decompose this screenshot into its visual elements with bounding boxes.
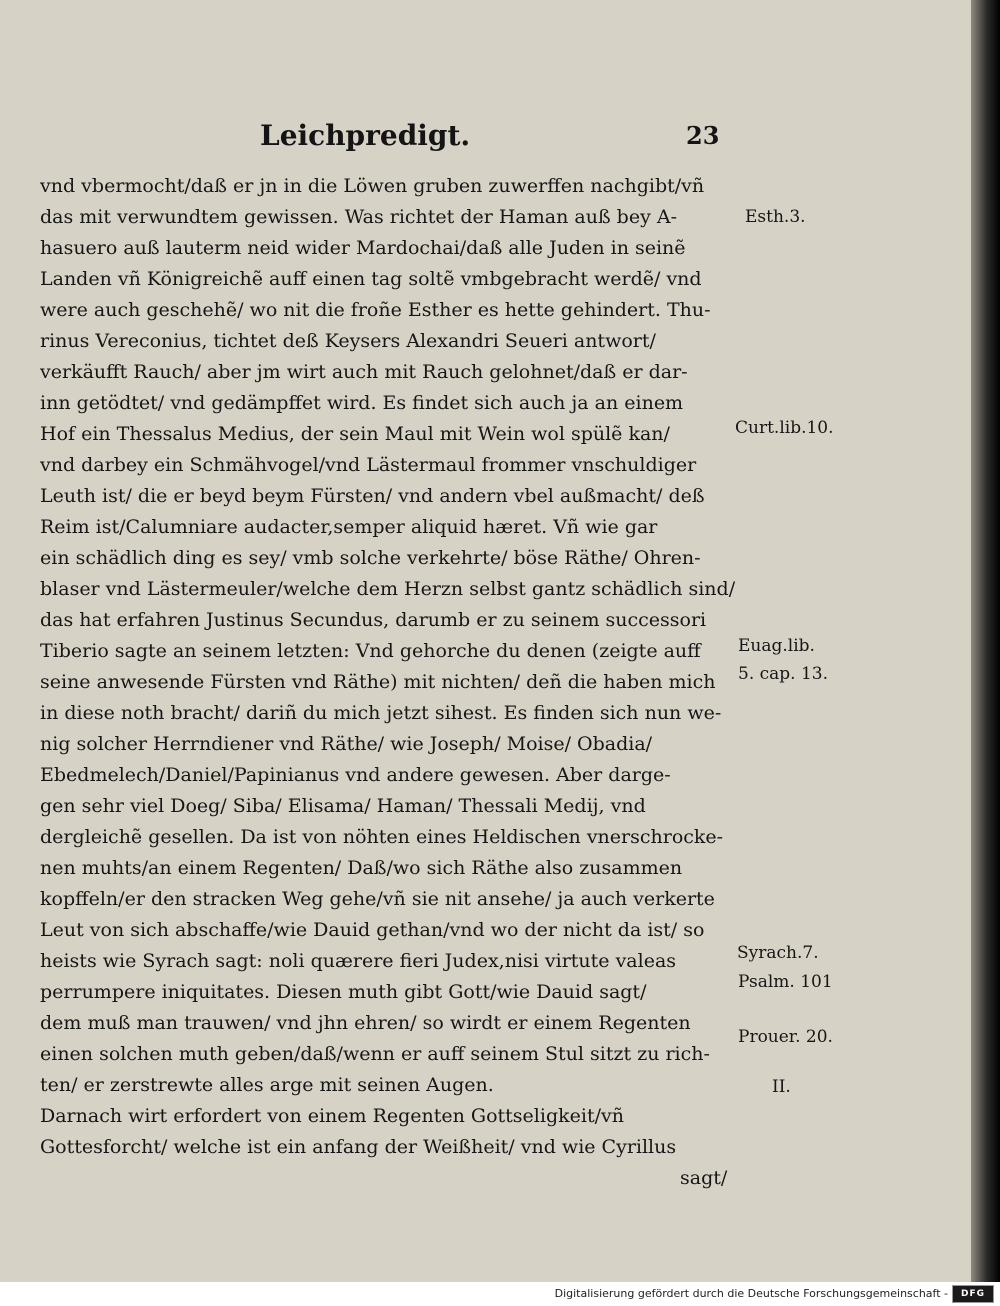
text-line: Gottesforcht/ welche ist ein anfang der Weißheit/ vnd wie Cyrillus — [40, 1136, 677, 1158]
text-line: nen muhts/an einem Regenten/ Daß/wo sich Räthe also zusammen — [40, 857, 683, 879]
text-line: in diese noth bracht/ dariñ du mich jetzt sihest. Es finden sich nun we- — [40, 702, 722, 724]
text-line: blaser vnd Lästermeuler/welche dem Herzn selbst gantz schädlich sind/ — [40, 578, 736, 600]
running-head: Leichpredigt. — [260, 119, 471, 152]
text-line: perrumpere iniquitates. Diesen muth gibt Gott/wie Dauid sagt/ — [40, 981, 647, 1003]
text-line: Leuth ist/ die er beyd beym Fürsten/ vnd andern vbel außmacht/ deß — [40, 485, 705, 507]
margin-note: Curt.lib.10. — [735, 418, 834, 438]
margin-note: Syrach.7. — [737, 943, 819, 963]
text-line: dergleichẽ gesellen. Da ist von nöhten eines Heldischen vnerschrocke- — [40, 826, 724, 848]
text-line: seine anwesende Fürsten vnd Räthe) mit nichten/ deñ die haben mich — [40, 671, 716, 693]
text-line: Landen vñ Königreichẽ auff einen tag soltẽ vmbgebracht werdẽ/ vnd — [40, 268, 702, 290]
text-line: vnd vbermocht/daß er jn in die Löwen gruben zuwerffen nachgibt/vñ — [40, 175, 705, 197]
text-line: Ebedmelech/Daniel/Papinianus vnd andere gewesen. Aber darge- — [40, 764, 671, 786]
margin-note: Prouer. 20. — [738, 1027, 833, 1047]
text-line: ein schädlich ding es sey/ vmb solche verkehrte/ böse Räthe/ Ohren- — [40, 547, 701, 569]
text-line: vnd darbey ein Schmähvogel/vnd Lästermaul frommer vnschuldiger — [40, 454, 697, 476]
text-line: Darnach wirt erfordert von einem Regenten Gottseligkeit/vñ — [40, 1105, 624, 1127]
text-line: das mit verwundtem gewissen. Was richtet der Haman auß bey A- — [40, 206, 678, 228]
text-line: einen solchen muth geben/daß/wenn er auff seinem Stul sitzt zu rich- — [40, 1043, 710, 1065]
catchword: sagt/ — [680, 1167, 728, 1189]
text-line: das hat erfahren Justinus Secundus, darumb er zu seinem successori — [40, 609, 707, 631]
text-line: inn getödtet/ vnd gedämpffet wird. Es findet sich auch ja an einem — [40, 392, 684, 414]
footer-bar — [0, 1282, 1000, 1306]
text-line: heists wie Syrach sagt: noli quærere fieri Judex,nisi virtute valeas — [40, 950, 677, 972]
text-line: Tiberio sagte an seinem letzten: Vnd gehorche du denen (zeigte auff — [40, 640, 701, 662]
margin-note: Esth.3. — [745, 207, 806, 227]
margin-note: 5. cap. 13. — [738, 664, 829, 684]
margin-note: Psalm. 101 — [738, 972, 833, 992]
text-line: Reim ist/Calumniare audacter,semper aliquid hæret. Vñ wie gar — [40, 516, 658, 538]
text-line: Hof ein Thessalus Medius, der sein Maul mit Wein wol spülẽ kan/ — [40, 423, 670, 445]
text-line: were auch geschehẽ/ wo nit die froñe Esther es hette gehindert. Thu- — [40, 299, 711, 321]
margin-note: II. — [772, 1077, 791, 1097]
text-line: ten/ er zerstrewte alles arge mit seinen Augen. — [40, 1074, 494, 1096]
margin-note: Euag.lib. — [738, 636, 815, 656]
text-line: gen sehr viel Doeg/ Siba/ Elisama/ Haman/ Thessali Medij, vnd — [40, 795, 646, 817]
text-line: nig solcher Herrndiener vnd Räthe/ wie Joseph/ Moise/ Obadia/ — [40, 733, 653, 755]
page-edge-shadow — [971, 0, 1000, 1282]
text-line: kopffeln/er den stracken Weg gehe/vñ sie nit ansehe/ ja auch verkerte — [40, 888, 715, 910]
text-line: rinus Vereconius, tichtet deß Keysers Alexandri Seueri antwort/ — [40, 330, 656, 352]
dfg-logo: DFG — [952, 1285, 994, 1303]
text-line: verkäufft Rauch/ aber jm wirt auch mit Rauch gelohnet/daß er dar- — [40, 361, 688, 383]
text-line: dem muß man trauwen/ vnd jhn ehren/ so wirdt er einem Regenten — [40, 1012, 691, 1034]
page-number: 23 — [686, 121, 720, 150]
footer-credit: Digitalisierung gefördert durch die Deutsche Forschungsgemeinschaft - — [554, 1287, 948, 1300]
text-line: Leut von sich abschaffe/wie Dauid gethan/vnd wo der nicht da ist/ so — [40, 919, 705, 941]
text-line: hasuero auß lauterm neid wider Mardochai/daß alle Juden in seinẽ — [40, 237, 686, 259]
